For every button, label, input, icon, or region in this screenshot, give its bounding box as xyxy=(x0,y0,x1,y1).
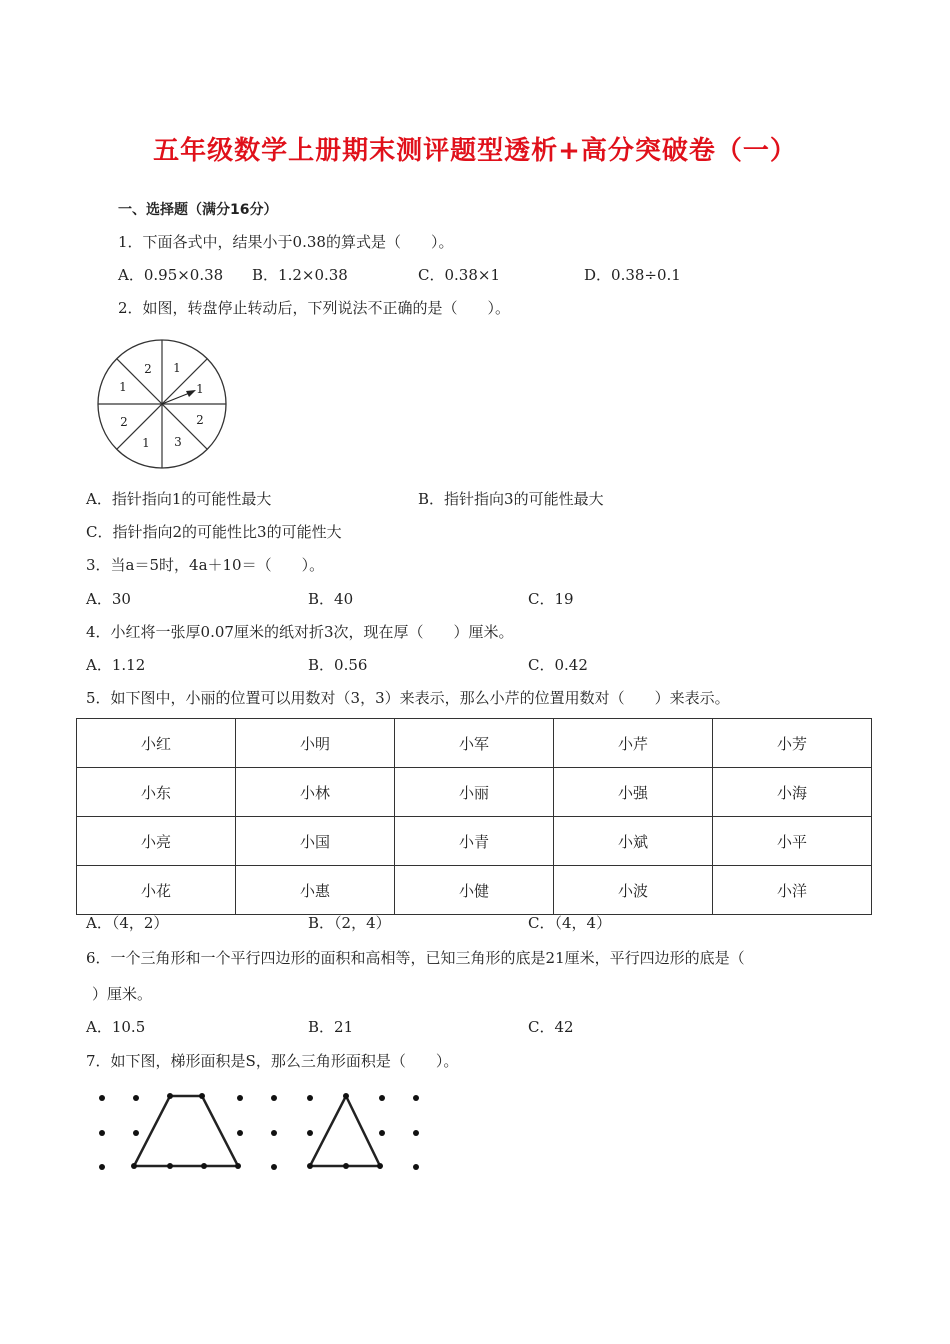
q1-option-c: C．0.38×1 xyxy=(418,266,500,284)
trapezoid-shape xyxy=(134,1096,238,1166)
spinner-label: 2 xyxy=(144,362,152,376)
spinner-label: 1 xyxy=(119,380,127,394)
q3-stem: 3．当a＝5时，4a＋10＝（ ）。 xyxy=(86,556,325,574)
spinner-label: 1 xyxy=(173,361,181,375)
table-cell: 小斌 xyxy=(554,817,713,866)
q5-option-a: A．（4，2） xyxy=(86,914,169,932)
table-row xyxy=(77,866,872,915)
spinner-pointer-icon xyxy=(162,390,196,404)
triangle-shape xyxy=(310,1096,380,1166)
table-cell: 小军 xyxy=(395,719,554,768)
table-cell: 小国 xyxy=(236,817,395,866)
q6-option-a: A．10.5 xyxy=(86,1018,146,1036)
q2-option-a: A．指针指向1的可能性最大 xyxy=(86,490,272,508)
table-cell: 小亮 xyxy=(77,817,236,866)
q7-stem: 7．如下图，梯形面积是S，那么三角形面积是（ ）。 xyxy=(86,1052,459,1070)
table-cell: 小芳 xyxy=(713,719,872,768)
q4-option-b: B．0.56 xyxy=(308,656,368,674)
table-cell: 小花 xyxy=(77,866,236,915)
table-cell: 小芹 xyxy=(554,719,713,768)
spinner-label: 1 xyxy=(142,436,150,450)
section-heading: 一、选择题（满分16分） xyxy=(118,202,278,218)
spinner-label: 1 xyxy=(196,382,204,396)
q6-stem-continued: ）厘米。 xyxy=(92,985,153,1003)
q1-option-d: D．0.38÷0.1 xyxy=(584,266,681,284)
q2-stem: 2．如图，转盘停止转动后，下列说法不正确的是（ ）。 xyxy=(118,299,511,317)
table-cell: 小惠 xyxy=(236,866,395,915)
table-cell: 小波 xyxy=(554,866,713,915)
q5-option-c: C．（4，4） xyxy=(528,914,612,932)
q2-option-c: C．指针指向2的可能性比3的可能性大 xyxy=(86,523,342,541)
table-row xyxy=(77,719,872,768)
q6-stem: 6．一个三角形和一个平行四边形的面积和高相等，已知三角形的底是21厘米，平行四边形的底是（ xyxy=(86,949,745,967)
q6-option-b: B．21 xyxy=(308,1018,354,1036)
q3-option-b: B．40 xyxy=(308,590,354,608)
table-cell: 小林 xyxy=(236,768,395,817)
table-cell: 小健 xyxy=(395,866,554,915)
table-cell: 小青 xyxy=(395,817,554,866)
q6-option-c: C．42 xyxy=(528,1018,574,1036)
spinner-label: 3 xyxy=(174,435,182,449)
spinner-figure xyxy=(92,334,232,474)
q2-option-b: B．指针指向3的可能性最大 xyxy=(418,490,604,508)
table-row xyxy=(77,768,872,817)
page-title: 五年级数学上册期末测评题型透析+高分突破卷（一） xyxy=(153,136,797,166)
q1-option-a: A．0.95×0.38 xyxy=(118,266,224,284)
q5-option-b: B．（2，4） xyxy=(308,914,391,932)
seating-table xyxy=(76,718,872,915)
q1-option-b: B．1.2×0.38 xyxy=(252,266,348,284)
q3-option-c: C．19 xyxy=(528,590,574,608)
table-cell: 小明 xyxy=(236,719,395,768)
table-row xyxy=(77,817,872,866)
spinner-label: 2 xyxy=(120,415,128,429)
dot-grid-figure xyxy=(90,1086,430,1176)
table-cell: 小红 xyxy=(77,719,236,768)
q1-stem: 1．下面各式中，结果小于0.38的算式是（ ）。 xyxy=(118,233,454,251)
q4-option-c: C．0.42 xyxy=(528,656,588,674)
q4-stem: 4．小红将一张厚0.07厘米的纸对折3次，现在厚（ ）厘米。 xyxy=(86,623,514,641)
table-cell: 小丽 xyxy=(395,768,554,817)
q3-option-a: A．30 xyxy=(86,590,131,608)
table-cell: 小强 xyxy=(554,768,713,817)
table-cell: 小平 xyxy=(713,817,872,866)
q5-stem: 5．如下图中，小丽的位置可以用数对（3，3）来表示，那么小芹的位置用数对（ ）来表示。 xyxy=(86,689,730,707)
spinner-label: 2 xyxy=(196,413,204,427)
table-cell: 小海 xyxy=(713,768,872,817)
q4-option-a: A．1.12 xyxy=(86,656,146,674)
table-cell: 小洋 xyxy=(713,866,872,915)
table-cell: 小东 xyxy=(77,768,236,817)
